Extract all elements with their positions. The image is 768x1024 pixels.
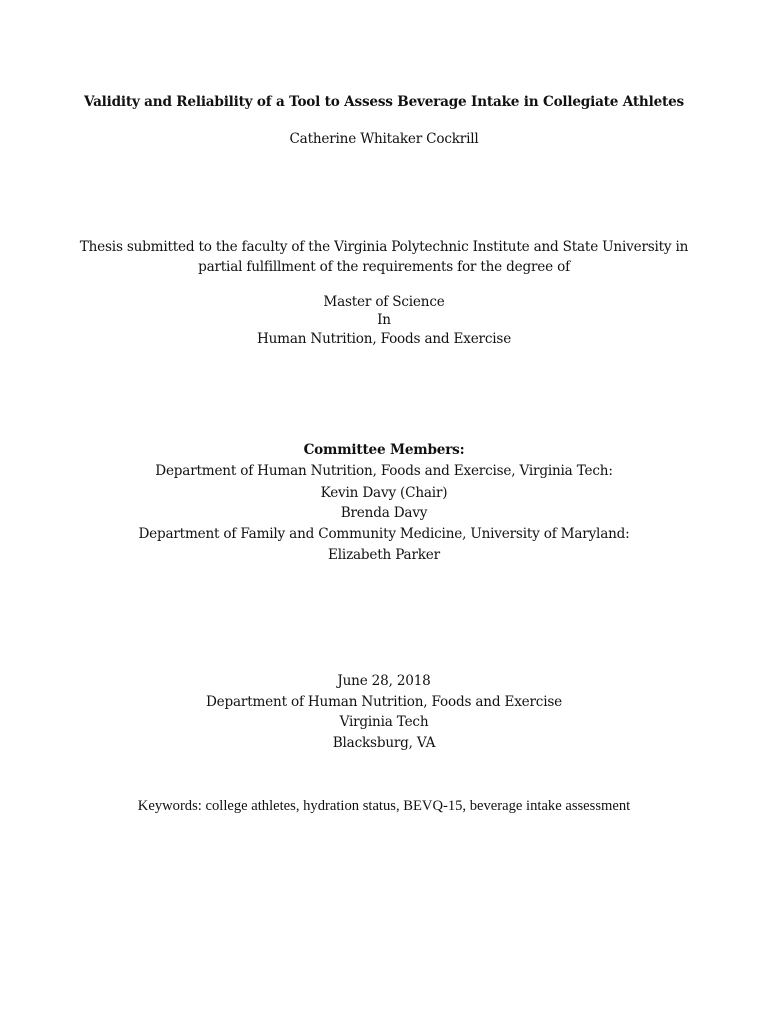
degree-in: In (377, 312, 391, 328)
submission-statement-line-1: Thesis submitted to the faculty of the Virginia Polytechnic Institute and State University in (79, 239, 689, 255)
committee-line: Department of Family and Community Medicine, University of Maryland: (138, 526, 630, 542)
degree-name: Master of Science (323, 294, 445, 310)
keywords: Keywords: college athletes, hydration status, BEVQ-15, beverage intake assessment (137, 798, 631, 814)
thesis-title: Validity and Reliability of a Tool to Assess Beverage Intake in Collegiate Athletes (83, 94, 685, 110)
footer-location: Blacksburg, VA (332, 735, 436, 751)
committee-line: Department of Human Nutrition, Foods and Exercise, Virginia Tech: (155, 463, 613, 479)
committee-line: Kevin Davy (Chair) (320, 485, 448, 501)
author-name: Catherine Whitaker Cockrill (289, 131, 479, 147)
submission-statement-line-2: partial fulfillment of the requirements for the degree of (198, 259, 570, 275)
committee-line: Elizabeth Parker (328, 547, 440, 563)
submission-date: June 28, 2018 (337, 673, 431, 689)
degree-field: Human Nutrition, Foods and Exercise (256, 331, 512, 347)
footer-department: Department of Human Nutrition, Foods and Exercise (205, 694, 562, 710)
footer-university: Virginia Tech (339, 714, 429, 730)
committee-line: Brenda Davy (340, 505, 428, 521)
committee-heading: Committee Members: (303, 442, 465, 458)
